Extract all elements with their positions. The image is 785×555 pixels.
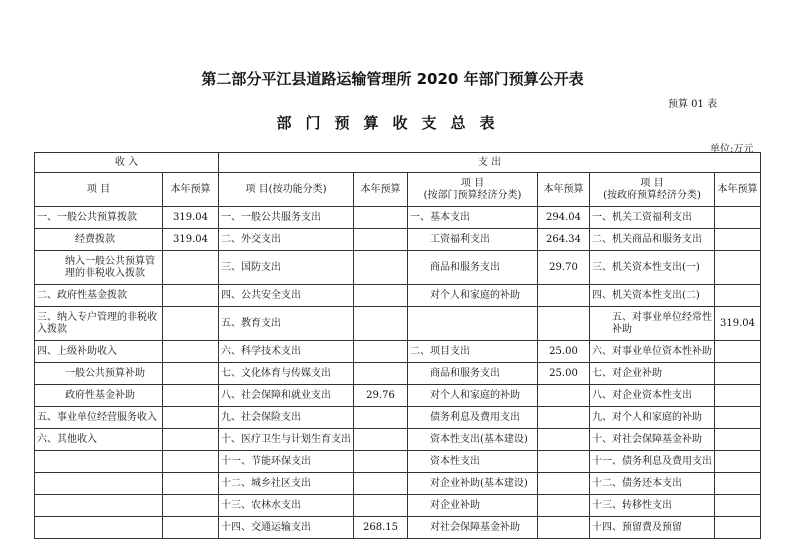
income-budget-cell: 319.04 xyxy=(163,207,219,229)
econ-budget-cell xyxy=(538,385,590,407)
income-budget-cell xyxy=(163,285,219,307)
func-item-cell: 十二、城乡社区支出 xyxy=(219,473,354,495)
func-budget-cell xyxy=(354,341,408,363)
income-header: 收 入 xyxy=(35,153,219,173)
budget-summary-table xyxy=(34,152,761,539)
income-item-cell: 四、上级补助收入 xyxy=(35,341,163,363)
income-budget-cell xyxy=(163,251,219,285)
income-budget-header: 本年预算 xyxy=(163,173,219,207)
econ-item-cell: 对个人和家庭的补助 xyxy=(408,385,538,407)
func-item-cell: 三、国防支出 xyxy=(219,251,354,285)
income-item-header: 项 目 xyxy=(35,173,163,207)
gov-item-cell: 五、对事业单位经常性补助 xyxy=(590,307,715,341)
econ-budget-cell xyxy=(538,517,590,539)
gov-item-cell: 十三、转移性支出 xyxy=(590,495,715,517)
income-budget-cell xyxy=(163,341,219,363)
func-budget-cell xyxy=(354,407,408,429)
func-budget-cell xyxy=(354,473,408,495)
table-row xyxy=(35,385,761,407)
econ-budget-cell xyxy=(538,473,590,495)
econ-budget-cell xyxy=(538,307,590,341)
income-budget-cell xyxy=(163,307,219,341)
func-budget-cell xyxy=(354,429,408,451)
econ-item-cell: 一、基本支出 xyxy=(408,207,538,229)
econ-item-cell: 对社会保障基金补助 xyxy=(408,517,538,539)
gov-item-header: 项 目 (按政府预算经济分类) xyxy=(590,173,715,207)
func-item-cell: 十一、节能环保支出 xyxy=(219,451,354,473)
func-item-cell: 七、文化体育与传媒支出 xyxy=(219,363,354,385)
gov-budget-cell xyxy=(715,407,761,429)
econ-item-cell: 债务利息及费用支出 xyxy=(408,407,538,429)
econ-budget-cell xyxy=(538,451,590,473)
gov-budget-cell xyxy=(715,495,761,517)
income-item-cell: 经费拨款 xyxy=(35,229,163,251)
gov-budget-cell xyxy=(715,207,761,229)
func-item-cell: 一、一般公共服务支出 xyxy=(219,207,354,229)
table-row xyxy=(35,517,761,539)
econ-budget-cell: 25.00 xyxy=(538,363,590,385)
table-row xyxy=(35,341,761,363)
func-budget-header: 本年预算 xyxy=(354,173,408,207)
income-item-cell: 二、政府性基金拨款 xyxy=(35,285,163,307)
gov-item-cell: 四、机关资本性支出(二) xyxy=(590,285,715,307)
income-item-cell xyxy=(35,473,163,495)
income-item-cell: 一般公共预算补助 xyxy=(35,363,163,385)
expense-header: 支 出 xyxy=(219,153,761,173)
econ-item-cell: 资本性支出 xyxy=(408,451,538,473)
econ-budget-cell: 264.34 xyxy=(538,229,590,251)
income-budget-cell xyxy=(163,429,219,451)
func-budget-cell xyxy=(354,363,408,385)
income-item-cell xyxy=(35,451,163,473)
income-item-cell xyxy=(35,517,163,539)
table-body xyxy=(35,207,761,539)
gov-budget-cell xyxy=(715,473,761,495)
gov-budget-cell xyxy=(715,451,761,473)
func-budget-cell xyxy=(354,307,408,341)
gov-item-cell: 七、对企业补助 xyxy=(590,363,715,385)
gov-budget-cell xyxy=(715,341,761,363)
income-item-cell: 五、事业单位经营服务收入 xyxy=(35,407,163,429)
income-budget-cell xyxy=(163,363,219,385)
econ-item-cell: 资本性支出(基本建设) xyxy=(408,429,538,451)
econ-item-cell xyxy=(408,307,538,341)
func-budget-cell xyxy=(354,251,408,285)
func-budget-cell xyxy=(354,285,408,307)
econ-item-cell: 商品和服务支出 xyxy=(408,251,538,285)
table-row xyxy=(35,473,761,495)
func-item-cell: 八、社会保障和就业支出 xyxy=(219,385,354,407)
gov-item-cell: 二、机关商品和服务支出 xyxy=(590,229,715,251)
income-budget-cell xyxy=(163,517,219,539)
gov-budget-cell xyxy=(715,229,761,251)
econ-item-cell: 对个人和家庭的补助 xyxy=(408,285,538,307)
gov-budget-cell xyxy=(715,251,761,285)
gov-item-cell: 十、对社会保障基金补助 xyxy=(590,429,715,451)
func-item-header: 项 目(按功能分类) xyxy=(219,173,354,207)
gov-item-cell: 三、机关资本性支出(一) xyxy=(590,251,715,285)
gov-item-cell: 八、对企业资本性支出 xyxy=(590,385,715,407)
gov-budget-cell xyxy=(715,517,761,539)
income-budget-cell xyxy=(163,451,219,473)
table-row xyxy=(35,429,761,451)
gov-item-cell: 一、机关工资福利支出 xyxy=(590,207,715,229)
gov-item-cell: 九、对个人和家庭的补助 xyxy=(590,407,715,429)
table-row xyxy=(35,307,761,341)
func-budget-cell: 29.76 xyxy=(354,385,408,407)
econ-item-cell: 对企业补助 xyxy=(408,495,538,517)
table-row xyxy=(35,229,761,251)
func-budget-cell xyxy=(354,451,408,473)
income-item-cell: 三、纳入专户管理的非税收入拨款 xyxy=(35,307,163,341)
econ-budget-cell xyxy=(538,495,590,517)
econ-budget-cell xyxy=(538,429,590,451)
gov-item-cell: 十四、预留费及预留 xyxy=(590,517,715,539)
func-item-cell: 六、科学技术支出 xyxy=(219,341,354,363)
income-item-cell xyxy=(35,495,163,517)
income-budget-cell xyxy=(163,407,219,429)
income-budget-cell xyxy=(163,385,219,407)
table-main-title: 部门预算收支总表 xyxy=(276,114,509,132)
table-row xyxy=(35,451,761,473)
income-budget-cell xyxy=(163,473,219,495)
gov-item-cell: 十一、债务利息及费用支出 xyxy=(590,451,715,473)
income-item-cell: 政府性基金补助 xyxy=(35,385,163,407)
table-row xyxy=(35,363,761,385)
table-row xyxy=(35,407,761,429)
econ-budget-header: 本年预算 xyxy=(538,173,590,207)
table-row xyxy=(35,285,761,307)
form-number: 预算 01 表 xyxy=(668,99,718,110)
income-item-cell: 纳入一般公共预算管理的非税收入拨款 xyxy=(35,251,163,285)
func-item-cell: 九、社会保险支出 xyxy=(219,407,354,429)
econ-budget-cell xyxy=(538,407,590,429)
func-item-cell: 十、医疗卫生与计划生育支出 xyxy=(219,429,354,451)
table-row xyxy=(35,251,761,285)
income-budget-cell xyxy=(163,495,219,517)
document-title: 第二部分平江县道路运输管理所 2020 年部门预算公开表 xyxy=(201,70,584,88)
econ-item-cell: 二、项目支出 xyxy=(408,341,538,363)
func-budget-cell xyxy=(354,229,408,251)
income-item-cell: 六、其他收入 xyxy=(35,429,163,451)
func-budget-cell: 268.15 xyxy=(354,517,408,539)
table-row xyxy=(35,495,761,517)
table-row xyxy=(35,207,761,229)
func-item-cell: 五、教育支出 xyxy=(219,307,354,341)
income-budget-cell: 319.04 xyxy=(163,229,219,251)
econ-item-cell: 商品和服务支出 xyxy=(408,363,538,385)
gov-item-cell: 六、对事业单位资本性补助 xyxy=(590,341,715,363)
gov-budget-cell xyxy=(715,285,761,307)
gov-budget-cell xyxy=(715,429,761,451)
econ-item-cell: 对企业补助(基本建设) xyxy=(408,473,538,495)
gov-budget-cell: 319.04 xyxy=(715,307,761,341)
econ-budget-cell: 25.00 xyxy=(538,341,590,363)
gov-budget-cell xyxy=(715,363,761,385)
gov-budget-cell xyxy=(715,385,761,407)
unit-label: 单位:万元 xyxy=(710,144,754,155)
func-budget-cell xyxy=(354,207,408,229)
func-item-cell: 四、公共安全支出 xyxy=(219,285,354,307)
func-budget-cell xyxy=(354,495,408,517)
func-item-cell: 十四、交通运输支出 xyxy=(219,517,354,539)
gov-item-cell: 十二、债务还本支出 xyxy=(590,473,715,495)
gov-budget-header: 本年预算 xyxy=(715,173,761,207)
econ-budget-cell: 29.70 xyxy=(538,251,590,285)
econ-budget-cell xyxy=(538,285,590,307)
econ-item-header: 项 目 (按部门预算经济分类) xyxy=(408,173,538,207)
func-item-cell: 二、外交支出 xyxy=(219,229,354,251)
income-item-cell: 一、一般公共预算拨款 xyxy=(35,207,163,229)
econ-budget-cell: 294.04 xyxy=(538,207,590,229)
func-item-cell: 十三、农林水支出 xyxy=(219,495,354,517)
econ-item-cell: 工资福利支出 xyxy=(408,229,538,251)
